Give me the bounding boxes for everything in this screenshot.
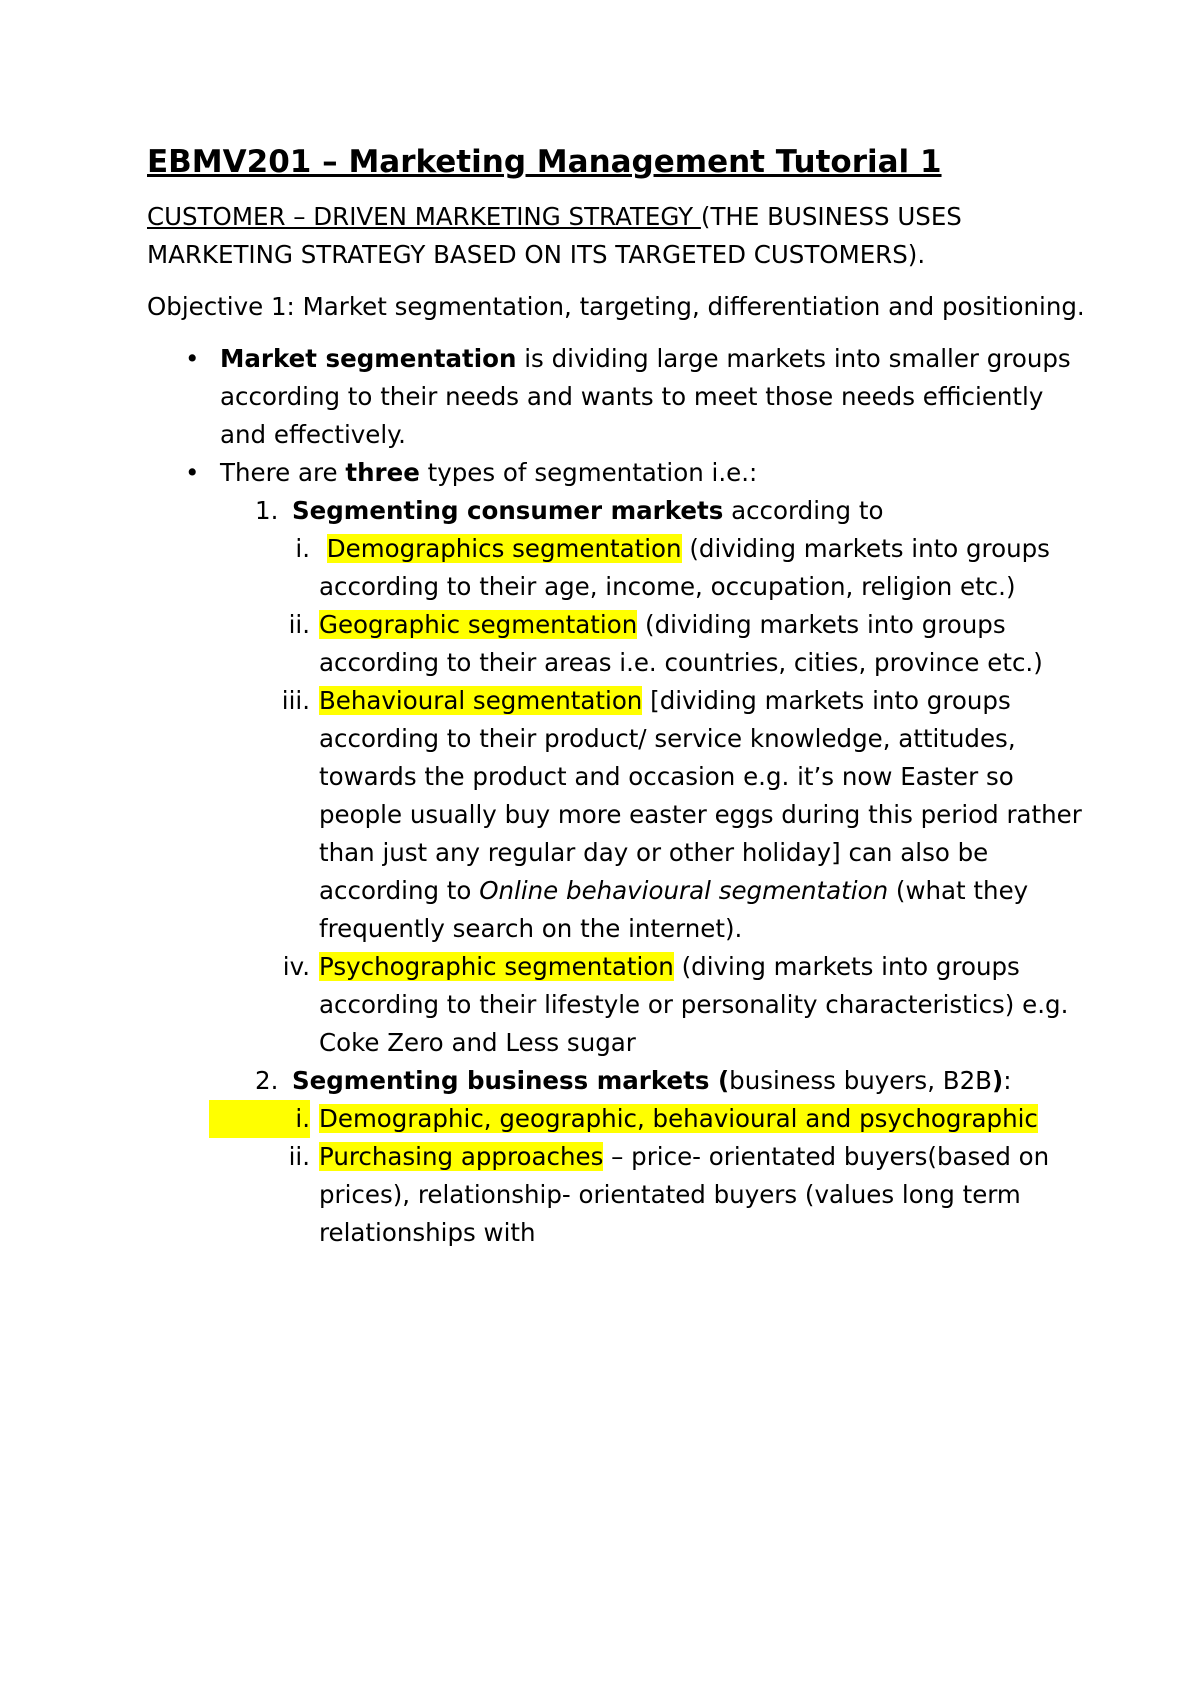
sub-item-demographics	[147, 530, 1087, 606]
item-number: 2.	[255, 1066, 279, 1095]
bullet-item-definition	[147, 340, 1087, 454]
italic-term: Online behavioural segmentation	[479, 876, 889, 905]
roman-number: i.	[209, 1100, 310, 1138]
item-colon: :	[1003, 1066, 1012, 1095]
highlighted-term: Geographic segmentation	[319, 610, 638, 639]
item-text: according to	[723, 496, 884, 525]
term-market-segmentation: Market segmentation	[220, 344, 517, 373]
sub-item-text: [dividing markets into groups according to their product/ service knowledge, attitudes, towards the product and occasion e.g. it’s now Easter so people usually buy more easter eggs during this period rather than just any regular day or other holiday] can also be according to	[319, 686, 1082, 905]
sub-item-text: (diving markets into groups according to their lifestyle or personality characteristics) e.g. Coke Zero and Less sugar	[319, 952, 1069, 1057]
sub-item-behavioural	[147, 682, 1087, 948]
bullet-list	[147, 340, 1087, 1252]
numbered-item-consumer	[147, 492, 1087, 1062]
roman-number: i.	[295, 534, 310, 563]
roman-number: iv.	[282, 952, 310, 981]
heading-underlined: CUSTOMER – DRIVEN MARKETING STRATEGY	[147, 202, 701, 231]
types-bold: three	[345, 458, 420, 487]
item-number: 1.	[255, 496, 279, 525]
highlighted-term: Demographic, geographic, behavioural and psychographic	[319, 1104, 1038, 1133]
highlighted-term: Psychographic segmentation	[319, 952, 674, 981]
sub-item-psychographic	[147, 948, 1087, 1062]
roman-number: ii.	[288, 610, 310, 639]
types-post: types of segmentation i.e.:	[419, 458, 758, 487]
bullet-item-types	[147, 454, 1087, 1252]
highlighted-term: Behavioural segmentation	[319, 686, 643, 715]
definition-text: is dividing large markets into smaller groups according to their needs and wants to meet those needs efficiently and effectively.	[220, 344, 1071, 449]
sub-item-text: (dividing markets into groups according to their age, income, occupation, religion etc.)	[319, 534, 1050, 601]
roman-number: iii.	[281, 686, 310, 715]
roman-number: ii.	[288, 1142, 310, 1171]
sub-item-geographic	[147, 606, 1087, 682]
sub-item-business-combined	[147, 1100, 1087, 1138]
types-pre: There are	[220, 458, 346, 487]
section-heading	[147, 198, 1087, 274]
highlighted-term: Purchasing approaches	[319, 1142, 604, 1171]
document-title: EBMV201 – Marketing Management Tutorial 1	[147, 144, 942, 180]
sub-item-text: – price- orientated buyers(based on prices), relationship- orientated buyers (values long term relationships with	[319, 1142, 1050, 1247]
item-heading: Segmenting consumer markets	[292, 496, 724, 525]
sub-item-text: (dividing markets into groups according to their areas i.e. countries, cities, province etc.)	[319, 610, 1043, 677]
heading-rest: (THE BUSINESS USES MARKETING STRATEGY BASED ON ITS TARGETED CUSTOMERS).	[147, 202, 962, 269]
item-text: business buyers, B2B	[729, 1066, 992, 1095]
objective-paragraph: Objective 1: Market segmentation, targeting, differentiation and positioning.	[147, 292, 1085, 321]
item-heading: Segmenting business markets (	[292, 1066, 730, 1095]
numbered-item-business	[147, 1062, 1087, 1252]
bullet-icon: •	[185, 344, 200, 373]
item-heading-close: )	[991, 1066, 1004, 1095]
bullet-icon: •	[185, 458, 200, 487]
document-page	[147, 140, 1087, 1252]
highlighted-term: Demographics segmentation	[326, 534, 682, 563]
sub-item-text-end: (what they frequently search on the internet).	[319, 876, 1029, 943]
sub-item-purchasing	[147, 1138, 1087, 1252]
